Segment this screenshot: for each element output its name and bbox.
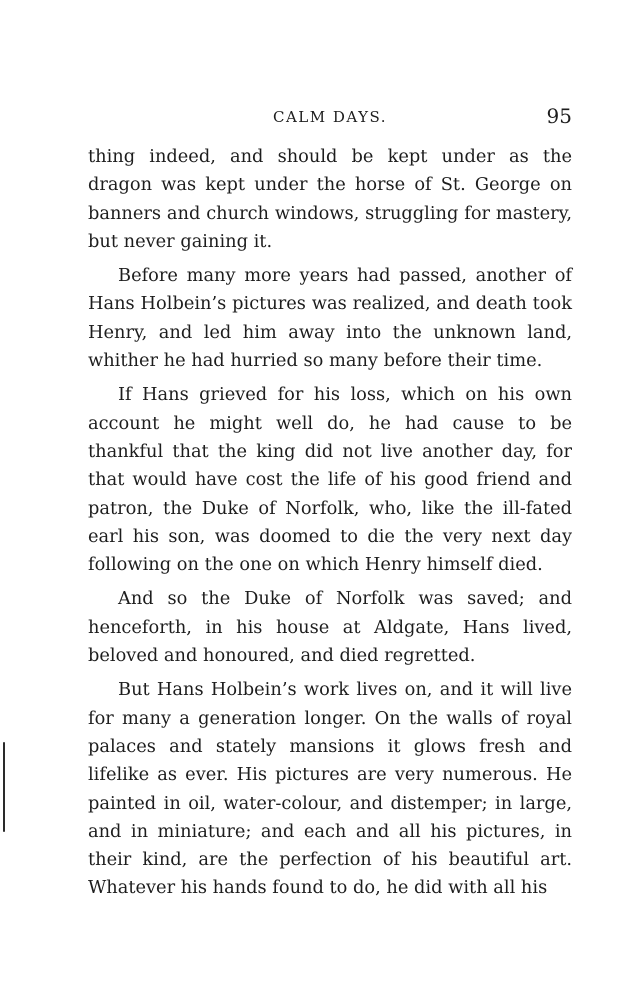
paragraph: If Hans grieved for his loss, which on his own account he might well do, he had cause to be thankful that the king did not live another day, for that would have cost the life of his good friend and patron, the Duke of Norfolk, who, like the ill-fated earl his son, was doomed to die the very next day following on the one on which Henry himself died. [88, 384, 572, 576]
body-text [88, 143, 572, 909]
running-title: CALM DAYS. [272, 108, 388, 126]
page-edge-mark [3, 742, 5, 832]
paragraph: But Hans Holbein’s work lives on, and it will live for many a generation longer. On the walls of royal palaces and stately mansions it glows fresh and lifelike as ever. His pictures are very numerous. He painted in oil, water-colour, and distemper; in large, and in miniature; and each and all his pictures, in their kind, are the perfection of his beautiful art. Whatever his hands found to do, he did with all his [88, 679, 572, 899]
page-number: 95 [546, 104, 572, 128]
paragraph-continued: thing indeed, and should be kept under as the dragon was kept under the horse of St. George on banners and church windows, struggling for mastery, but never gaining it. [88, 146, 572, 252]
paragraph: And so the Duke of Norfolk was saved; and henceforth, in his house at Aldgate, Hans lived, beloved and honoured, and died regretted. [88, 588, 572, 667]
running-head [88, 104, 572, 130]
paragraph: Before many more years had passed, another of Hans Holbein’s pictures was realized, and death took Henry, and led him away into the unknown land, whither he had hurried so many before their time. [88, 265, 572, 372]
